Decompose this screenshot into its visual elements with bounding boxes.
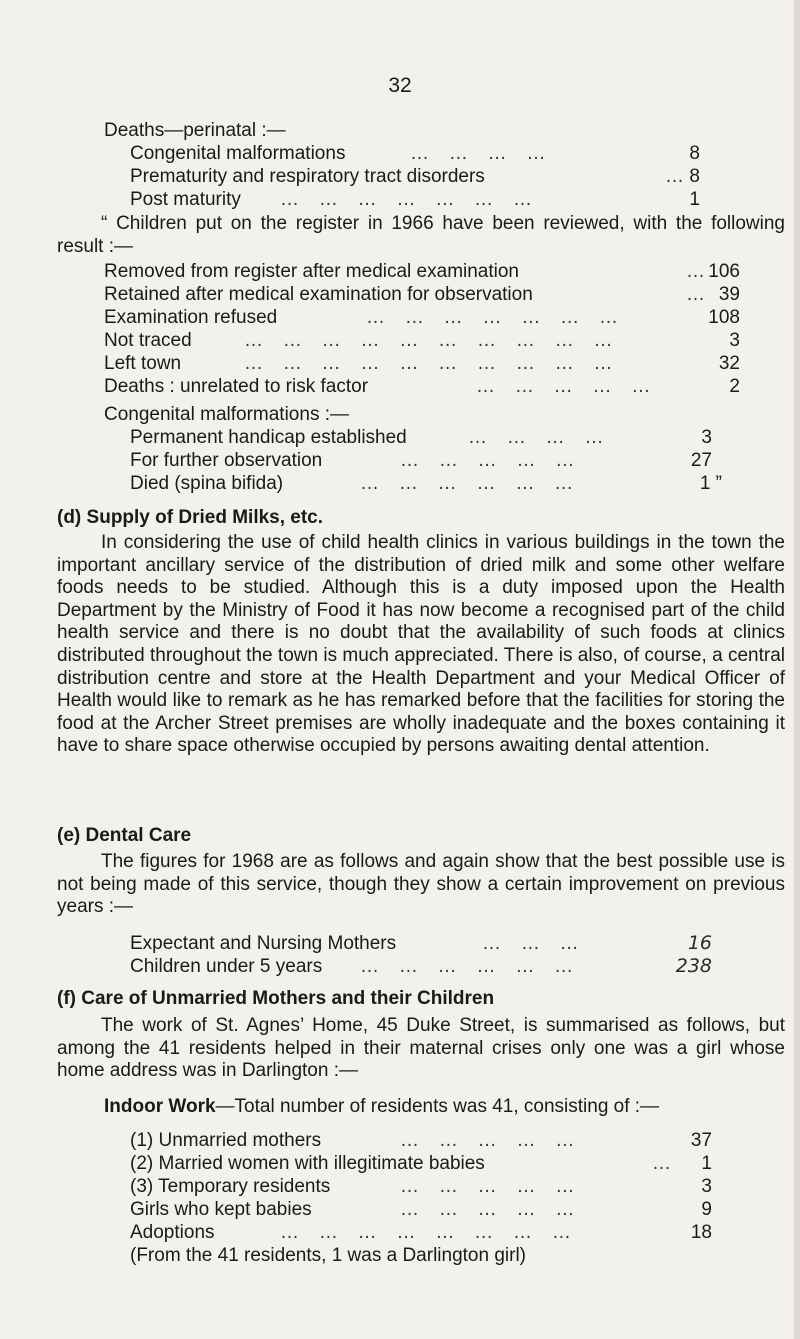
section-e-heading: (e) Dental Care	[57, 825, 192, 846]
residents-footnote: (From the 41 residents, 1 was a Darlington girl)	[130, 1245, 526, 1266]
page-number: 32	[388, 74, 412, 97]
indoor-work-line	[104, 1095, 659, 1118]
section-e-text: The figures for 1968 are as follows and again show that the best possible use is not being made of this service, though they show a certain improvement on previous years :—	[57, 851, 785, 918]
section-d-heading: (d) Supply of Dried Milks, etc.	[57, 507, 324, 528]
indoor-work-label: Indoor Work	[104, 1096, 216, 1117]
document-page: 32 Deaths—perinatal :— Congenital malformations … … … … 8 Prematurity and respiratory tract disorders … 8 Post maturity … … … … … … … 1 “ Children put on the register in 1966 have been reviewed, with the following result :— Removed from register after medical examination … 106 Retained after medical examination for observation … 39 Examination refused … … … … … … … 108 Not traced … … … … … … … … … … 3 Left town … … … … … … … … … … 32 Deaths : unrelated to risk factor … … … … … 2 Congenital malformations :— Permanent handicap established … … … … 3 For further observation … … … … … 27 Died (spina bifida) … … … … … … 1 ” (d) Supply of Dried Milks, etc. In considering the use of child health clinics in various buildings in the town the important ancillary service of the distribution of dried milk and some other welfare foods needs to be studied. Although this is a duty imposed upon the Health Department by the Ministry of Food it has now become a recognised part of the child health service and there is no doubt that the availability of such foods at clinics distributed throughout the town is much appreciated. There is also, of course, a central distribution centre and store at the Health Department and your Medical Officer of Health would like to remark as he has remarked before that the facilities for storing the food at the Archer Street premises are wholly inadequate and the boxes containing it have to share space otherwise occupied by persons awaiting dental attention. (e) Dental Care The figures for 1968 are as follows and again show that the best possible use is not being made of this service, though they show a certain improvement on previous years :— Expectant and Nursing Mothers … … … 16 Children under 5 years … … … … … … 238 (f) Care of Unmarried Mothers and their Children The work of St. Agnes’ Home, 45 Duke Street, is summarised as follows, but among the 41 residents helped in their maternal crises only one was a girl whose home address was in Darlington :— Indoor Work—Total number of residents was 41, consisting of :— (1) Unmarried mothers … … … … … 37 (2) Married women with illegitimate babies … 1 (3) Temporary residents … … … … … 3 Girls who kept babies … … … … … 9 Adoptions … … … … … … … … 18 (From the 41 residents, 1 was a Darlington girl)	[0, 0, 800, 1339]
section-f-heading: (f) Care of Unmarried Mothers and their Children	[57, 988, 495, 1009]
section-f-text: The work of St. Agnes’ Home, 45 Duke Street, is summarised as follows, but among the 41 residents helped in their maternal crises only one was a girl whose home address was in Darlington :—	[57, 1015, 785, 1082]
perinatal-heading: Deaths—perinatal :—	[104, 120, 286, 141]
indoor-work-text: —Total number of residents was 41, consisting of :—	[215, 1096, 660, 1117]
section-d-text: In considering the use of child health clinics in various buildings in the town the important ancillary service of the distribution of dried milk and some other welfare foods needs to be studied. Although this is a duty imposed upon the Health Department by the Ministry of Food it has now become a recognised part of the child health service and there is no doubt that the availability of such foods at clinics distributed throughout the town is much appreciated. There is also, of course, a central distribution centre and store at the Health Department and your Medical Officer of Health would like to remark as he has remarked before that the facilities for storing the food at the Archer Street premises are wholly inadequate and the boxes containing it have to share space otherwise occupied by persons awaiting dental attention.	[57, 532, 785, 757]
page-edge	[794, 0, 800, 1339]
congenital-heading: Congenital malformations :—	[104, 404, 349, 425]
register-intro: “ Children put on the register in 1966 have been reviewed, with the following result :—	[57, 213, 785, 257]
